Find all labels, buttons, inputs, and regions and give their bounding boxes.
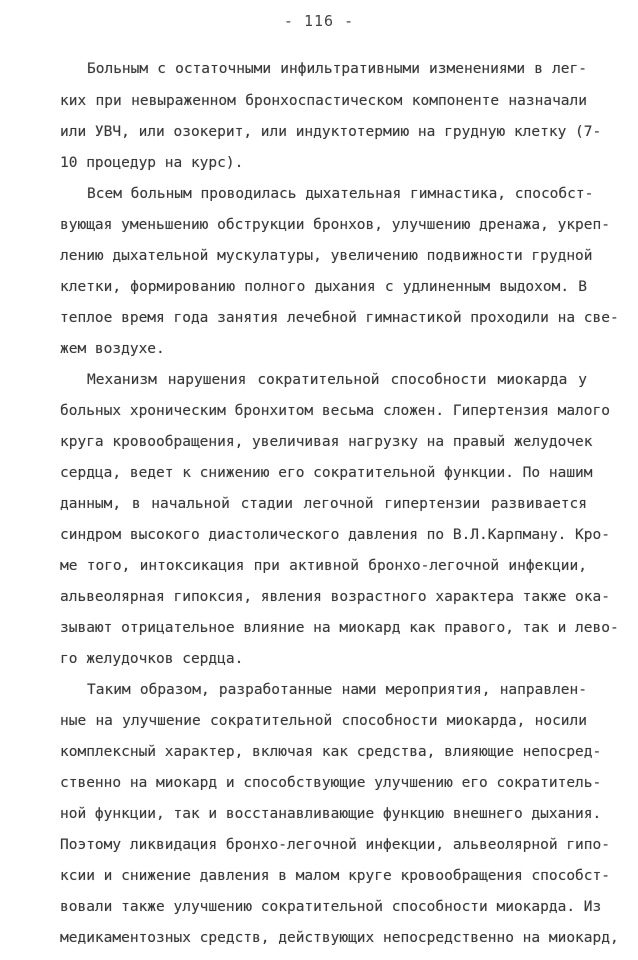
text-line: ме того, интоксикация при активной бронхо-легочной инфекции, <box>60 558 587 574</box>
text-line: Больным с остаточными инфильтративными изменениями в лег- <box>87 61 587 77</box>
text-line: Всем больным проводилась дыхательная гимнастика, способст- <box>87 186 594 202</box>
text-line: Таким образом, разработанные нами мероприятия, направлен- <box>87 682 587 698</box>
text-line: 10 процедур на курс). <box>60 155 244 171</box>
text-line: медикаментозных средств, действующих непосредственно на миокард, <box>60 930 619 946</box>
text-line: синдром высокого диастолического давления по В.Л.Карпману. Кро- <box>60 527 610 543</box>
text-line: ксии и снижение давления в малом круге кровообращения способст- <box>60 868 610 884</box>
text-line: альвеолярная гипоксия, явления возрастного характера также ока- <box>60 589 610 605</box>
text-line: теплое время года занятия лечебной гимнастикой проходили на све- <box>60 310 619 326</box>
text-line: сердца, ведет к снижению его сократительной функции. По нашим <box>60 465 593 481</box>
text-line: ственно на миокард и способствующие улучшению его сократитель- <box>60 775 602 791</box>
text-line: го желудочков сердца. <box>60 651 244 667</box>
text-line: Поэтому ликвидация бронхо-легочной инфекции, альвеолярной гипо- <box>60 837 610 853</box>
text-line: ные на улучшение сократительной способности миокарда, носили <box>60 713 587 729</box>
text-line: зывают отрицательное влияние на миокард как правого, так и лево- <box>60 620 619 636</box>
text-line: данным, в начальной стадии легочной гипертензии развивается <box>60 496 587 512</box>
text-line: жем воздухе. <box>60 341 165 357</box>
page-number: - 116 - <box>283 12 355 30</box>
text-line: вовали также улучшению сократительной способности миокарда. Из <box>60 899 602 915</box>
text-line: лению дыхательной мускулатуры, увеличению подвижности грудной <box>60 248 593 264</box>
text-line: круга кровообращения, увеличивая нагрузку на правый желудочек <box>60 434 593 450</box>
text-line: больных хроническим бронхитом весьма сложен. Гипертензия малого <box>60 403 610 419</box>
text-line: или УВЧ, или озокерит, или индуктотермию на грудную клетку (7- <box>60 124 602 140</box>
text-line: клетки, формированию полного дыхания с удлиненным выдохом. В <box>60 279 587 295</box>
text-line: ких при невыраженном бронхоспастическом компоненте назначали <box>60 93 587 109</box>
text-line: комплексный характер, включая как средства, влияющие непосред- <box>60 744 602 760</box>
text-line: ной функции, так и восстанавливающие функцию внешнего дыхания. <box>60 806 602 822</box>
text-line: Механизм нарушения сократительной способности миокарда у <box>87 372 587 388</box>
text-line: вующая уменьшению обструкции бронхов, улучшению дренажа, укреп- <box>60 217 610 233</box>
